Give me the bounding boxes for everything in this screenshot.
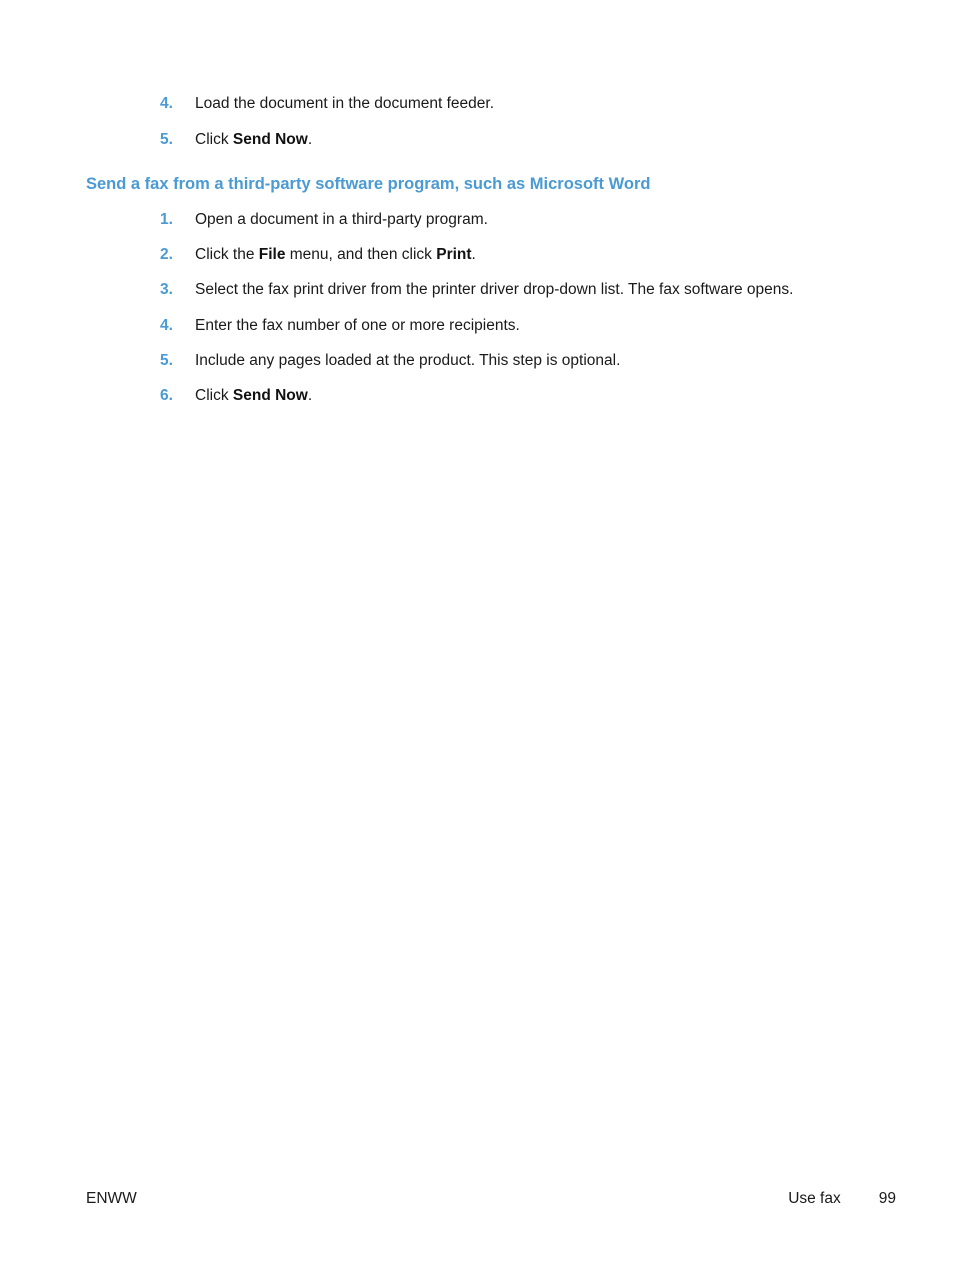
text-run: menu, and then click <box>285 246 437 263</box>
step-text <box>195 93 494 115</box>
step-number: 1. <box>160 211 173 228</box>
step-number: 4. <box>160 317 173 334</box>
text-run: Select the fax print driver from the printer driver drop-down list. The fax software opens. <box>195 281 794 298</box>
step-text <box>195 315 520 337</box>
step-number: 3. <box>160 281 173 298</box>
step-text <box>195 244 476 266</box>
step-1 <box>160 209 488 231</box>
text-run: Click the <box>195 246 259 263</box>
step-number: 6. <box>160 387 173 404</box>
step-5 <box>160 350 620 372</box>
step-text <box>195 209 488 231</box>
step-3 <box>160 279 793 301</box>
step-4 <box>160 315 520 337</box>
text-run: . <box>307 131 313 148</box>
text-run: . <box>307 387 313 404</box>
text-run: Load the document in the document feeder. <box>195 95 495 112</box>
bold-term: File <box>258 246 286 263</box>
text-run: Enter the fax number of one or more recipients. <box>195 317 520 334</box>
text-run: Include any pages loaded at the product. This step is optional. <box>195 352 621 369</box>
section-heading: Send a fax from a third-party software program, such as Microsoft Word <box>86 175 651 193</box>
footer-section-name: Use fax <box>788 1190 841 1207</box>
footer-right <box>788 1189 896 1209</box>
step-number: 2. <box>160 246 173 263</box>
text-run: Click <box>195 131 233 148</box>
step-number: 5. <box>160 131 173 148</box>
page-number: 99 <box>878 1190 896 1207</box>
footer-locale: ENWW <box>86 1190 137 1207</box>
bold-term: Send Now <box>232 387 308 404</box>
step-2 <box>160 244 476 266</box>
text-run: Click <box>195 387 233 404</box>
step-top-4 <box>160 93 494 115</box>
step-text <box>195 385 312 407</box>
step-text <box>195 279 793 301</box>
step-top-5 <box>160 129 312 151</box>
bold-term: Print <box>436 246 472 263</box>
step-number: 5. <box>160 352 173 369</box>
step-text <box>195 350 620 372</box>
step-text <box>195 129 312 151</box>
bold-term: Send Now <box>232 131 308 148</box>
step-number: 4. <box>160 95 173 112</box>
step-6 <box>160 385 312 407</box>
text-run: . <box>471 246 476 263</box>
text-run: Open a document in a third-party program. <box>195 211 488 228</box>
